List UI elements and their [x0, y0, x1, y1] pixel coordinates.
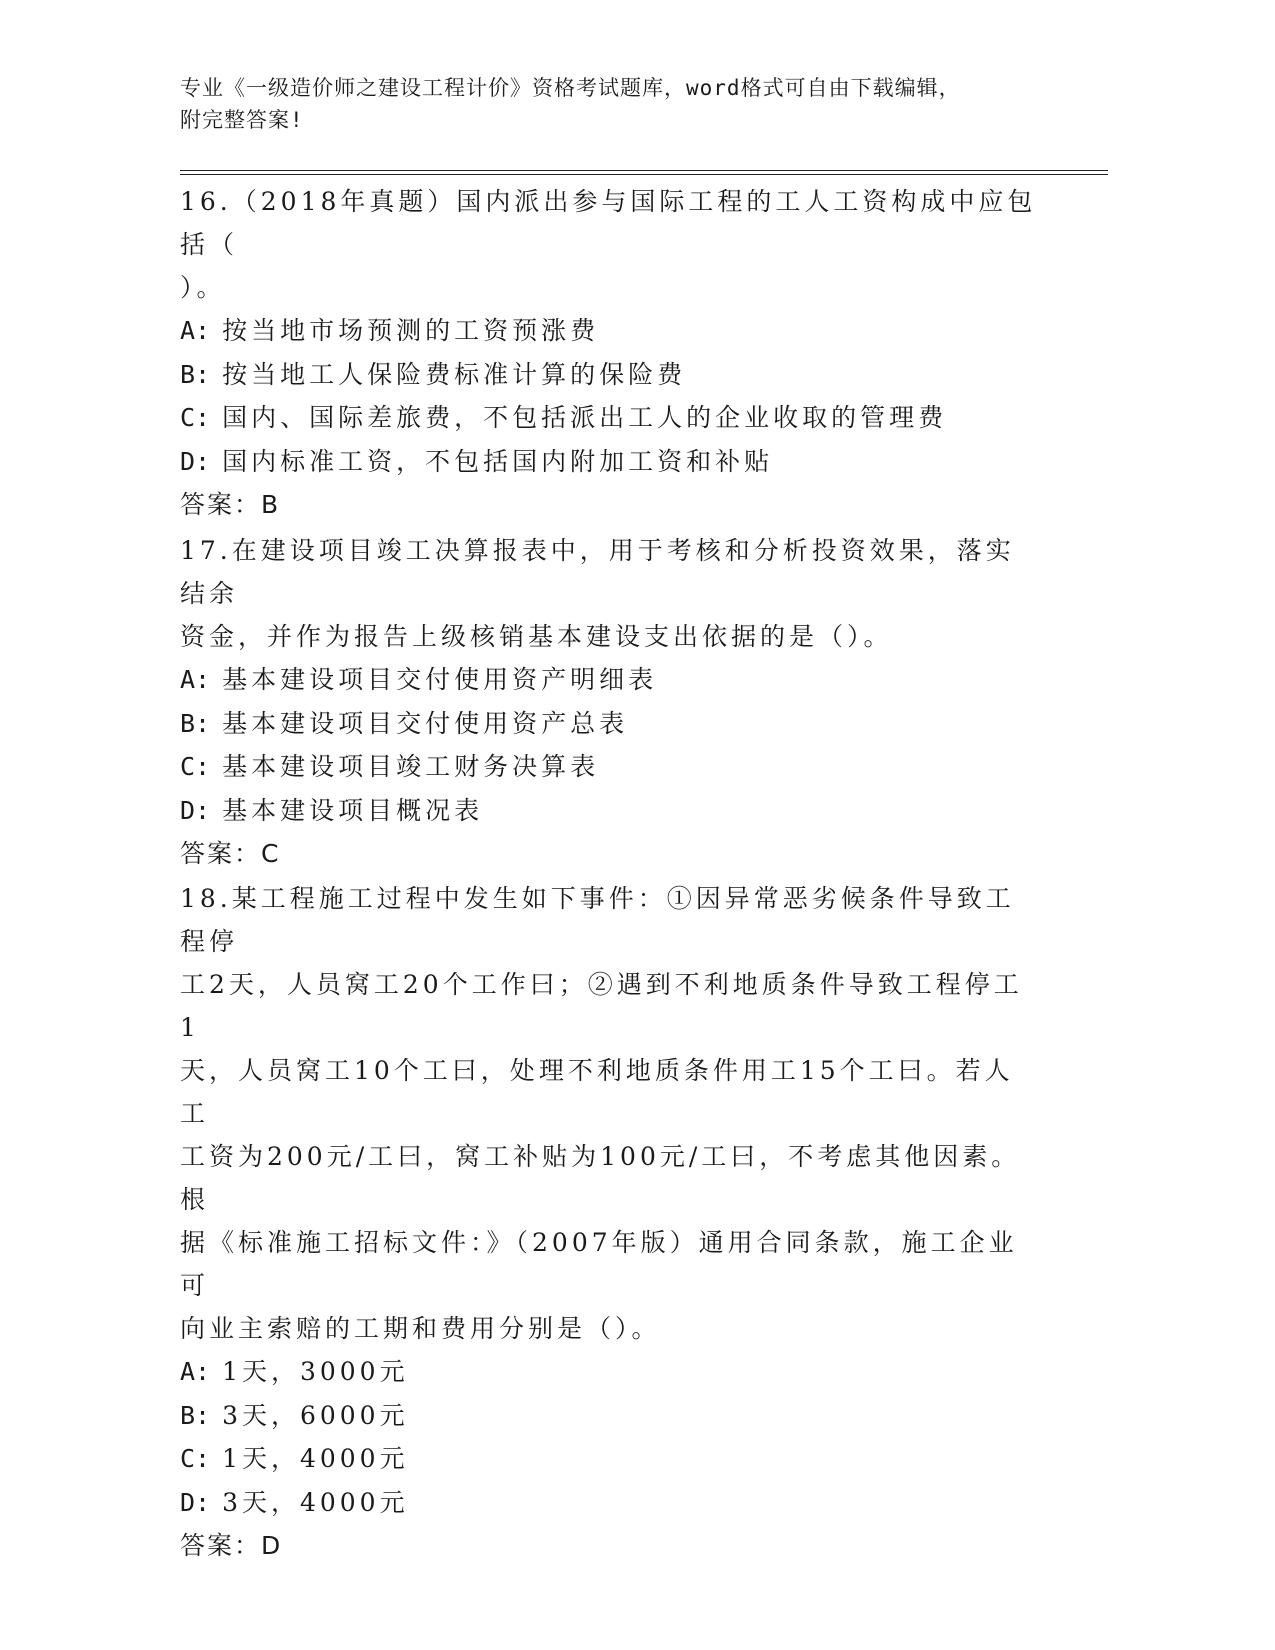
question-text-line: 17.在建设项目竣工决算报表中，用于考核和分析投资效果，落实结余 [180, 536, 1015, 608]
header-line-2: 附完整答案! [180, 108, 304, 132]
option-text: 国内标准工资，不包括国内附加工资和补贴 [222, 446, 774, 476]
question-text-line: 16.（2018年真题）国内派出参与国际工程的工人工资构成中应包括（ [180, 187, 1037, 259]
option-text: 国内、国际差旅费，不包括派出工人的企业收取的管理费 [222, 403, 948, 432]
option-d [180, 789, 1040, 833]
question-text-line: 工2天，人员窝工20个工作曰；②遇到不利地质条件导致工程停工1 [180, 970, 1023, 1042]
option-text: 3天，4000元 [222, 1487, 409, 1517]
option-list [180, 1350, 1040, 1524]
option-letter: A: [180, 316, 211, 345]
option-text: 1天，4000元 [222, 1444, 409, 1473]
option-a [180, 1350, 1040, 1394]
answer-label: 答案：D [180, 1531, 283, 1560]
option-text: 按当地市场预测的工资预涨费 [222, 316, 600, 345]
option-b [180, 702, 1040, 746]
question-text-line: 据《标准施工招标文件：》（2007年版）通用合同条款，施工企业可 [180, 1228, 1018, 1300]
question-16 [180, 180, 1040, 526]
option-letter: D: [180, 446, 211, 476]
option-letter: D: [180, 1487, 211, 1517]
option-letter: A: [180, 1357, 211, 1386]
option-b [180, 1394, 1040, 1438]
option-text: 基本建设项目竣工财务决算表 [222, 752, 600, 781]
option-letter: C: [180, 1444, 211, 1473]
question-text-line: 天，人员窝工10个工曰，处理不利地质条件用工15个工曰。若人工 [180, 1056, 1014, 1128]
header-divider [180, 170, 1108, 175]
question-18 [180, 877, 1040, 1567]
option-d [180, 440, 1040, 484]
option-letter: D: [180, 795, 211, 825]
option-a [180, 658, 1040, 702]
question-text [180, 529, 1040, 658]
question-text-line: 向业主索赔的工期和费用分别是（）。 [180, 1314, 661, 1343]
option-a [180, 309, 1040, 353]
question-text-line: ）。 [180, 273, 226, 302]
option-letter: B: [180, 359, 211, 389]
option-b [180, 353, 1040, 397]
option-letter: B: [180, 1400, 211, 1430]
option-c [180, 745, 1040, 789]
option-text: 按当地工人保险费标准计算的保险费 [222, 359, 687, 389]
answer-label: 答案：B [180, 490, 281, 519]
option-letter: B: [180, 708, 211, 738]
option-list [180, 658, 1040, 832]
question-text-line: 资金，并作为报告上级核销基本建设支出依据的是（）。 [180, 622, 893, 651]
option-text: 1天，3000元 [222, 1357, 409, 1386]
option-text: 基本建设项目概况表 [222, 795, 484, 825]
question-text-line: 18.某工程施工过程中发生如下事件：①因异常恶劣候条件导致工程停 [180, 884, 1015, 956]
option-text: 3天，6000元 [222, 1400, 409, 1430]
option-c [180, 396, 1040, 440]
option-letter: A: [180, 665, 211, 694]
question-17 [180, 529, 1040, 875]
option-text: 基本建设项目交付使用资产明细表 [222, 665, 658, 694]
document-header [180, 72, 1080, 136]
answer-label: 答案：C [180, 839, 281, 868]
option-list [180, 309, 1040, 483]
option-d [180, 1481, 1040, 1525]
header-line-1: 专业《一级造价师之建设工程计价》资格考试题库，word格式可自由下载编辑， [180, 76, 961, 100]
option-letter: C: [180, 752, 211, 781]
question-text [180, 180, 1040, 309]
question-text-line: 工资为200元/工曰，窝工补贴为100元/工曰，不考虑其他因素。根 [180, 1142, 1021, 1214]
option-c [180, 1437, 1040, 1481]
question-text [180, 877, 1040, 1350]
option-letter: C: [180, 403, 211, 432]
option-text: 基本建设项目交付使用资产总表 [222, 708, 629, 738]
